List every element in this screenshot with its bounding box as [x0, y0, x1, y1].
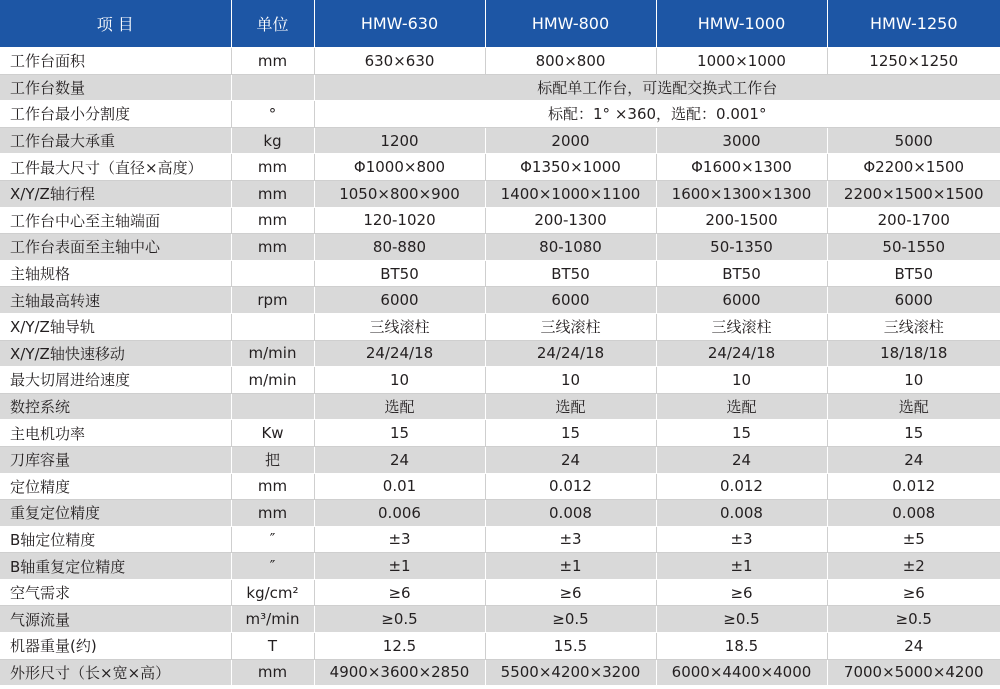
param-unit: Kw: [231, 420, 314, 447]
value-cell: 1400×1000×1100: [485, 180, 656, 207]
param-name: 重复定位精度: [0, 500, 231, 527]
value-cell: 15: [827, 420, 1000, 447]
table-row: [0, 313, 1000, 340]
param-name: 主轴最高转速: [0, 287, 231, 314]
value-cell: Φ1600×1300: [656, 154, 827, 181]
value-cell: ±3: [314, 526, 485, 553]
header-model-hmw-630: HMW-630: [314, 0, 485, 48]
param-name: 工作台面积: [0, 48, 231, 75]
value-cell: 24/24/18: [656, 340, 827, 367]
table-row: [0, 500, 1000, 527]
table-row: [0, 260, 1000, 287]
table-row: [0, 420, 1000, 447]
table-row: [0, 659, 1000, 686]
param-name: 主电机功率: [0, 420, 231, 447]
param-name: 工作台数量: [0, 74, 231, 101]
value-cell: 120-1020: [314, 207, 485, 234]
table-row: [0, 393, 1000, 420]
param-name: X/Y/Z轴行程: [0, 180, 231, 207]
table-row: [0, 207, 1000, 234]
param-name: X/Y/Z轴快速移动: [0, 340, 231, 367]
value-cell: 24: [656, 446, 827, 473]
value-cell: 2200×1500×1500: [827, 180, 1000, 207]
value-cell: BT50: [485, 260, 656, 287]
value-cell: ≥0.5: [827, 606, 1000, 633]
table-row: [0, 633, 1000, 660]
param-unit: mm: [231, 48, 314, 75]
merged-value: 标配：1° ×360，选配：0.001°: [314, 101, 1000, 128]
value-cell: 选配: [827, 393, 1000, 420]
param-unit: mm: [231, 234, 314, 261]
value-cell: 50-1350: [656, 234, 827, 261]
value-cell: 0.008: [656, 500, 827, 527]
param-unit: kg: [231, 127, 314, 154]
value-cell: 1200: [314, 127, 485, 154]
header-item: 项 目: [0, 0, 231, 48]
param-unit: T: [231, 633, 314, 660]
value-cell: 10: [314, 367, 485, 394]
header-model-hmw-800: HMW-800: [485, 0, 656, 48]
value-cell: 200-1700: [827, 207, 1000, 234]
value-cell: 三线滚柱: [827, 313, 1000, 340]
value-cell: 0.008: [485, 500, 656, 527]
param-unit: mm: [231, 500, 314, 527]
table-row: [0, 234, 1000, 261]
value-cell: 5500×4200×3200: [485, 659, 656, 686]
param-unit: ″: [231, 553, 314, 580]
param-unit: mm: [231, 180, 314, 207]
param-unit: [231, 74, 314, 101]
value-cell: 1050×800×900: [314, 180, 485, 207]
value-cell: ±5: [827, 526, 1000, 553]
value-cell: 24: [314, 446, 485, 473]
param-unit: m/min: [231, 367, 314, 394]
value-cell: Φ1350×1000: [485, 154, 656, 181]
param-unit: ″: [231, 526, 314, 553]
value-cell: 0.012: [827, 473, 1000, 500]
param-name: 工件最大尺寸（直径×高度）: [0, 154, 231, 181]
param-unit: °: [231, 101, 314, 128]
value-cell: 三线滚柱: [314, 313, 485, 340]
spec-table-body: [0, 48, 1000, 686]
value-cell: 24: [827, 633, 1000, 660]
table-row: [0, 553, 1000, 580]
param-name: 气源流量: [0, 606, 231, 633]
param-name: 工作台表面至主轴中心: [0, 234, 231, 261]
value-cell: 6000×4400×4000: [656, 659, 827, 686]
value-cell: 24: [485, 446, 656, 473]
value-cell: ±2: [827, 553, 1000, 580]
table-row: [0, 579, 1000, 606]
value-cell: 18/18/18: [827, 340, 1000, 367]
param-name: 定位精度: [0, 473, 231, 500]
header-model-hmw-1000: HMW-1000: [656, 0, 827, 48]
value-cell: 0.012: [656, 473, 827, 500]
value-cell: 三线滚柱: [485, 313, 656, 340]
value-cell: 24/24/18: [485, 340, 656, 367]
table-row: [0, 367, 1000, 394]
value-cell: 3000: [656, 127, 827, 154]
value-cell: 2000: [485, 127, 656, 154]
table-row: [0, 127, 1000, 154]
param-name: 最大切屑进给速度: [0, 367, 231, 394]
value-cell: 24: [827, 446, 1000, 473]
param-name: 刀库容量: [0, 446, 231, 473]
value-cell: 6000: [314, 287, 485, 314]
merged-value: 标配单工作台，可选配交换式工作台: [314, 74, 1000, 101]
value-cell: 800×800: [485, 48, 656, 75]
value-cell: 630×630: [314, 48, 485, 75]
value-cell: BT50: [827, 260, 1000, 287]
table-row: [0, 473, 1000, 500]
param-name: 工作台中心至主轴端面: [0, 207, 231, 234]
value-cell: ≥6: [656, 579, 827, 606]
table-row: [0, 606, 1000, 633]
param-unit: [231, 393, 314, 420]
value-cell: 5000: [827, 127, 1000, 154]
param-unit: 把: [231, 446, 314, 473]
value-cell: 15: [314, 420, 485, 447]
param-unit: mm: [231, 207, 314, 234]
value-cell: 80-880: [314, 234, 485, 261]
value-cell: 7000×5000×4200: [827, 659, 1000, 686]
spec-table-header: [0, 0, 1000, 48]
value-cell: ±3: [656, 526, 827, 553]
value-cell: 4900×3600×2850: [314, 659, 485, 686]
table-row: [0, 48, 1000, 75]
value-cell: 10: [485, 367, 656, 394]
value-cell: 10: [656, 367, 827, 394]
value-cell: 0.012: [485, 473, 656, 500]
value-cell: 200-1300: [485, 207, 656, 234]
value-cell: ≥0.5: [314, 606, 485, 633]
param-unit: kg/cm²: [231, 579, 314, 606]
param-name: 空气需求: [0, 579, 231, 606]
value-cell: 1000×1000: [656, 48, 827, 75]
value-cell: 选配: [656, 393, 827, 420]
value-cell: 80-1080: [485, 234, 656, 261]
value-cell: Φ1000×800: [314, 154, 485, 181]
param-unit: m/min: [231, 340, 314, 367]
table-row: [0, 154, 1000, 181]
param-name: 数控系统: [0, 393, 231, 420]
param-unit: mm: [231, 473, 314, 500]
value-cell: BT50: [656, 260, 827, 287]
param-unit: [231, 260, 314, 287]
value-cell: 200-1500: [656, 207, 827, 234]
param-name: 工作台最小分割度: [0, 101, 231, 128]
value-cell: 24/24/18: [314, 340, 485, 367]
value-cell: 1600×1300×1300: [656, 180, 827, 207]
param-unit: rpm: [231, 287, 314, 314]
value-cell: ±1: [314, 553, 485, 580]
value-cell: 选配: [314, 393, 485, 420]
param-unit: m³/min: [231, 606, 314, 633]
value-cell: 三线滚柱: [656, 313, 827, 340]
value-cell: 15: [656, 420, 827, 447]
table-row: [0, 340, 1000, 367]
value-cell: 0.006: [314, 500, 485, 527]
value-cell: ≥6: [314, 579, 485, 606]
value-cell: 15: [485, 420, 656, 447]
param-name: X/Y/Z轴导轨: [0, 313, 231, 340]
value-cell: 0.008: [827, 500, 1000, 527]
param-name: B轴定位精度: [0, 526, 231, 553]
value-cell: 10: [827, 367, 1000, 394]
table-row: [0, 526, 1000, 553]
header-model-hmw-1250: HMW-1250: [827, 0, 1000, 48]
value-cell: ≥0.5: [656, 606, 827, 633]
value-cell: ±1: [656, 553, 827, 580]
value-cell: 6000: [827, 287, 1000, 314]
value-cell: ±3: [485, 526, 656, 553]
param-name: 机器重量(约): [0, 633, 231, 660]
table-row: [0, 446, 1000, 473]
value-cell: 12.5: [314, 633, 485, 660]
param-unit: [231, 313, 314, 340]
value-cell: 1250×1250: [827, 48, 1000, 75]
value-cell: 18.5: [656, 633, 827, 660]
value-cell: ≥0.5: [485, 606, 656, 633]
value-cell: 6000: [656, 287, 827, 314]
param-name: 工作台最大承重: [0, 127, 231, 154]
value-cell: 6000: [485, 287, 656, 314]
value-cell: BT50: [314, 260, 485, 287]
param-name: B轴重复定位精度: [0, 553, 231, 580]
value-cell: 选配: [485, 393, 656, 420]
value-cell: 0.01: [314, 473, 485, 500]
param-name: 外形尺寸（长×宽×高）: [0, 659, 231, 686]
param-unit: mm: [231, 659, 314, 686]
header-row: [0, 0, 1000, 48]
table-row: [0, 101, 1000, 128]
value-cell: ≥6: [827, 579, 1000, 606]
value-cell: ≥6: [485, 579, 656, 606]
table-row: [0, 180, 1000, 207]
value-cell: Φ2200×1500: [827, 154, 1000, 181]
value-cell: ±1: [485, 553, 656, 580]
value-cell: 15.5: [485, 633, 656, 660]
param-name: 主轴规格: [0, 260, 231, 287]
table-row: [0, 287, 1000, 314]
table-row: [0, 74, 1000, 101]
value-cell: 50-1550: [827, 234, 1000, 261]
header-unit: 单位: [231, 0, 314, 48]
param-unit: mm: [231, 154, 314, 181]
